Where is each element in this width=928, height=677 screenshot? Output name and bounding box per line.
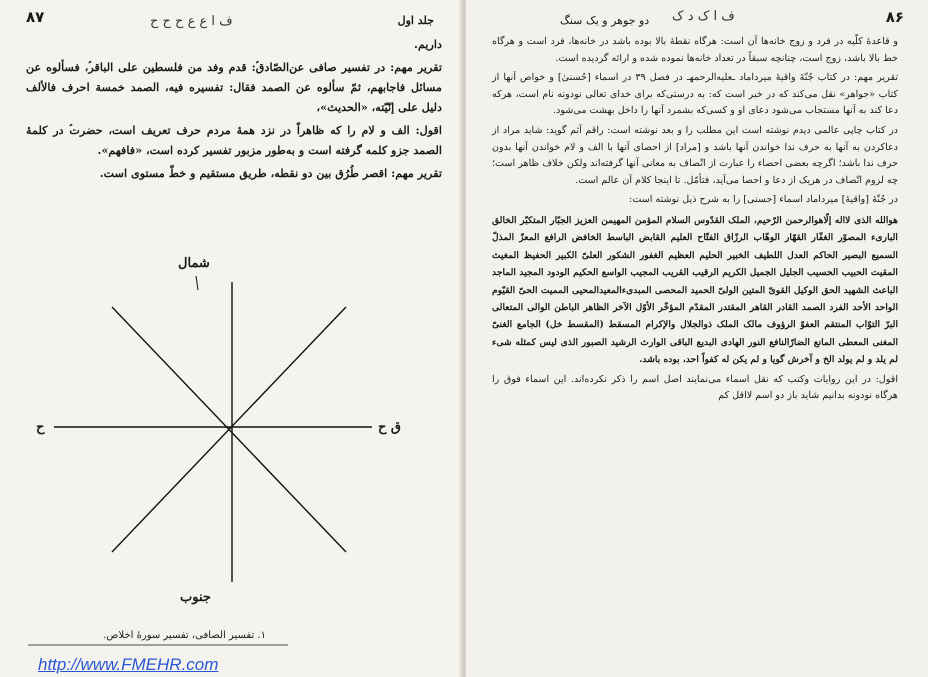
footnote: ۱. تفسیر الصافی، تفسیر سورهٔ اخلاص. <box>103 630 266 641</box>
right-page <box>466 0 928 677</box>
paragraph: داریم. <box>414 37 442 51</box>
paragraph: در کتاب چاپی عالمی دیدم نوشته است این مطلب را و بعد نوشته است: راقم آثم گوید: شاید مراد از دعاکردن به آنها به حرف ندا خواندن آنها باشد و [مراد] از احصای آنها با الف و لام خواندن آنها بدون حرف ندا باشد؛ اگرچه بعضی احصاء را عبارت از اتّصاف به معانی آنها گرفته‌اند ولکن خلاف ظاهر است؛ چه لزوم اتّصاف در هریک از دعا و احصا می‌آید، فتأمّل. تا اینجا کلام آن عالم است. <box>492 124 898 186</box>
running-head: جلد اول <box>397 14 434 27</box>
watermark-url-link[interactable]: http://www.FMEHR.com <box>38 655 219 674</box>
compass-diagram <box>0 0 462 677</box>
pen-mark <box>196 276 198 290</box>
compass-west-label: ح <box>36 420 45 435</box>
left-page <box>0 0 462 677</box>
page-number: ۸۶ <box>885 8 904 26</box>
paragraph: تقریر مهم: در تفسیر صافی عن‌الصّادق‌ؑ: قدم وفد من فلسطین علی الباقر‌ؑ، فسألوه عن مسائل فاجابهم، ثمّ سألوه عن الصمد فقال: تفسیره فیه، الصمد خمسة احرف فالألف دلیل علی إنّیّته، «الحدیث»، <box>26 60 442 114</box>
compass-south-label: جنوب <box>180 590 211 605</box>
divine-names-list: هوالله الذی لااله إلّاهوالرحمن الرّحیم، الملک القدّوس السلام المؤمن المهیمن العزیز الجبّار المتکبّر الخالق البارىء المصوّر الغفّار القهّار الوهّاب الرزّاق الفتّاح العلیم القابض الباسط الخافض الرافع المعزّ المذلّ السمیع البصیر الحاکم العدل اللطیف الخبیر الحلیم العظیم الغفور الشکور العلیّ الکبیر الحفیظ المغیث المقیت الحبیب الحسیب الجلیل الجمیل الکریم الرقیب القریب المجیب الواسع الحکیم الودود المجید الماجد الباعث الشهید الحق الوکیل القویّ المتین الولیّ الحمید المحصی المبدیءالمعیدالمحیی الممیت الحیّ القیّوم الواحد الأحد الفرد الصمد القادر القاهر المقتدر المقدّم المؤخّر الأوّل الآخر الظاهر الباطن الوالی المتعالی البرّ التوّاب المنتقم العفوّ الرؤوف مالک الملک ذوالجلال والإکرام المسقط (المقسط خل) الجامع الغنیّ المغنی المعطی المانع الضارّالنافع النور الهادی البدیع الباقی الوارث الرشید الصبور الذی لیس کمثله شیء لم یلد و لم یولد الخ و آخرش گویا و لم یکن له کفواً احد، بوده باشد. <box>492 214 898 366</box>
paragraph: اقول: الف و لام را که ظاهراً در نزد همهٔ مردم حرف تعریف است، حضرت‌ؑ در کلمهٔ الصمد جزو کلمه گرفته است و به‌طور مزبور تفسیر کرده است، «فافهم». <box>26 123 442 157</box>
handwritten-scribble: ف ا ع ع ح ح ح <box>150 14 233 29</box>
page-number: ۸۷ <box>26 8 45 26</box>
paragraph: و قاعدهٔ کلّیه در فرد و زوج خانه‌ها آن است: هرگاه نقطهٔ بالا بوده باشد در خانه‌ها، فرد است و هرگاه خط بالا باشد، زوج است، چنانچه سبقاً در تعداد خانه‌ها نموده شده و ارائه گردیده است. <box>492 36 898 64</box>
compass-north-label: شمال <box>178 256 210 271</box>
paragraph: تقریر مهم: در کتاب جُنّهٔ واقیهٔ میرداماد ـعلیه‌الرحمهـ در فصل ۳۹ در اسماء [حُسنیٰ] و خواص آنها از کتاب «جواهر» نقل می‌کند که در خبر است که: به درستی‌که برای خدای تعالی نودونه نام است، هرکه دعا کند به آنها مستجاب می‌شود دعای او و کسی‌که بشمرد آنها را داخل بهشت می‌شود. <box>492 72 898 117</box>
running-head: دو جوهر و یک سنگ <box>560 14 650 27</box>
closing-paragraph: اقول: در این روایات وکتب که نقل اسماء می‌نمایند اصل اسم را ذکر نکرده‌اند. این اسماء فوق را هرگاه نودونه بدانیم شاید باز دو اسم لااقل کم <box>492 373 898 402</box>
handwritten-scribble: ف ا ک د ک <box>672 9 735 24</box>
paragraph: در جُنّهٔ [واقیهٔ] میرداماد اسماء [حسنی] را به شرح ذیل نوشته است: <box>629 194 898 206</box>
right-body-text <box>492 34 898 408</box>
paragraph: تقریر مهم: اقصر طُرُق بین دو نقطه، طریق مستقیم و خطّ مستوی است. <box>99 166 442 180</box>
compass-east-label: ق ح <box>378 420 402 435</box>
